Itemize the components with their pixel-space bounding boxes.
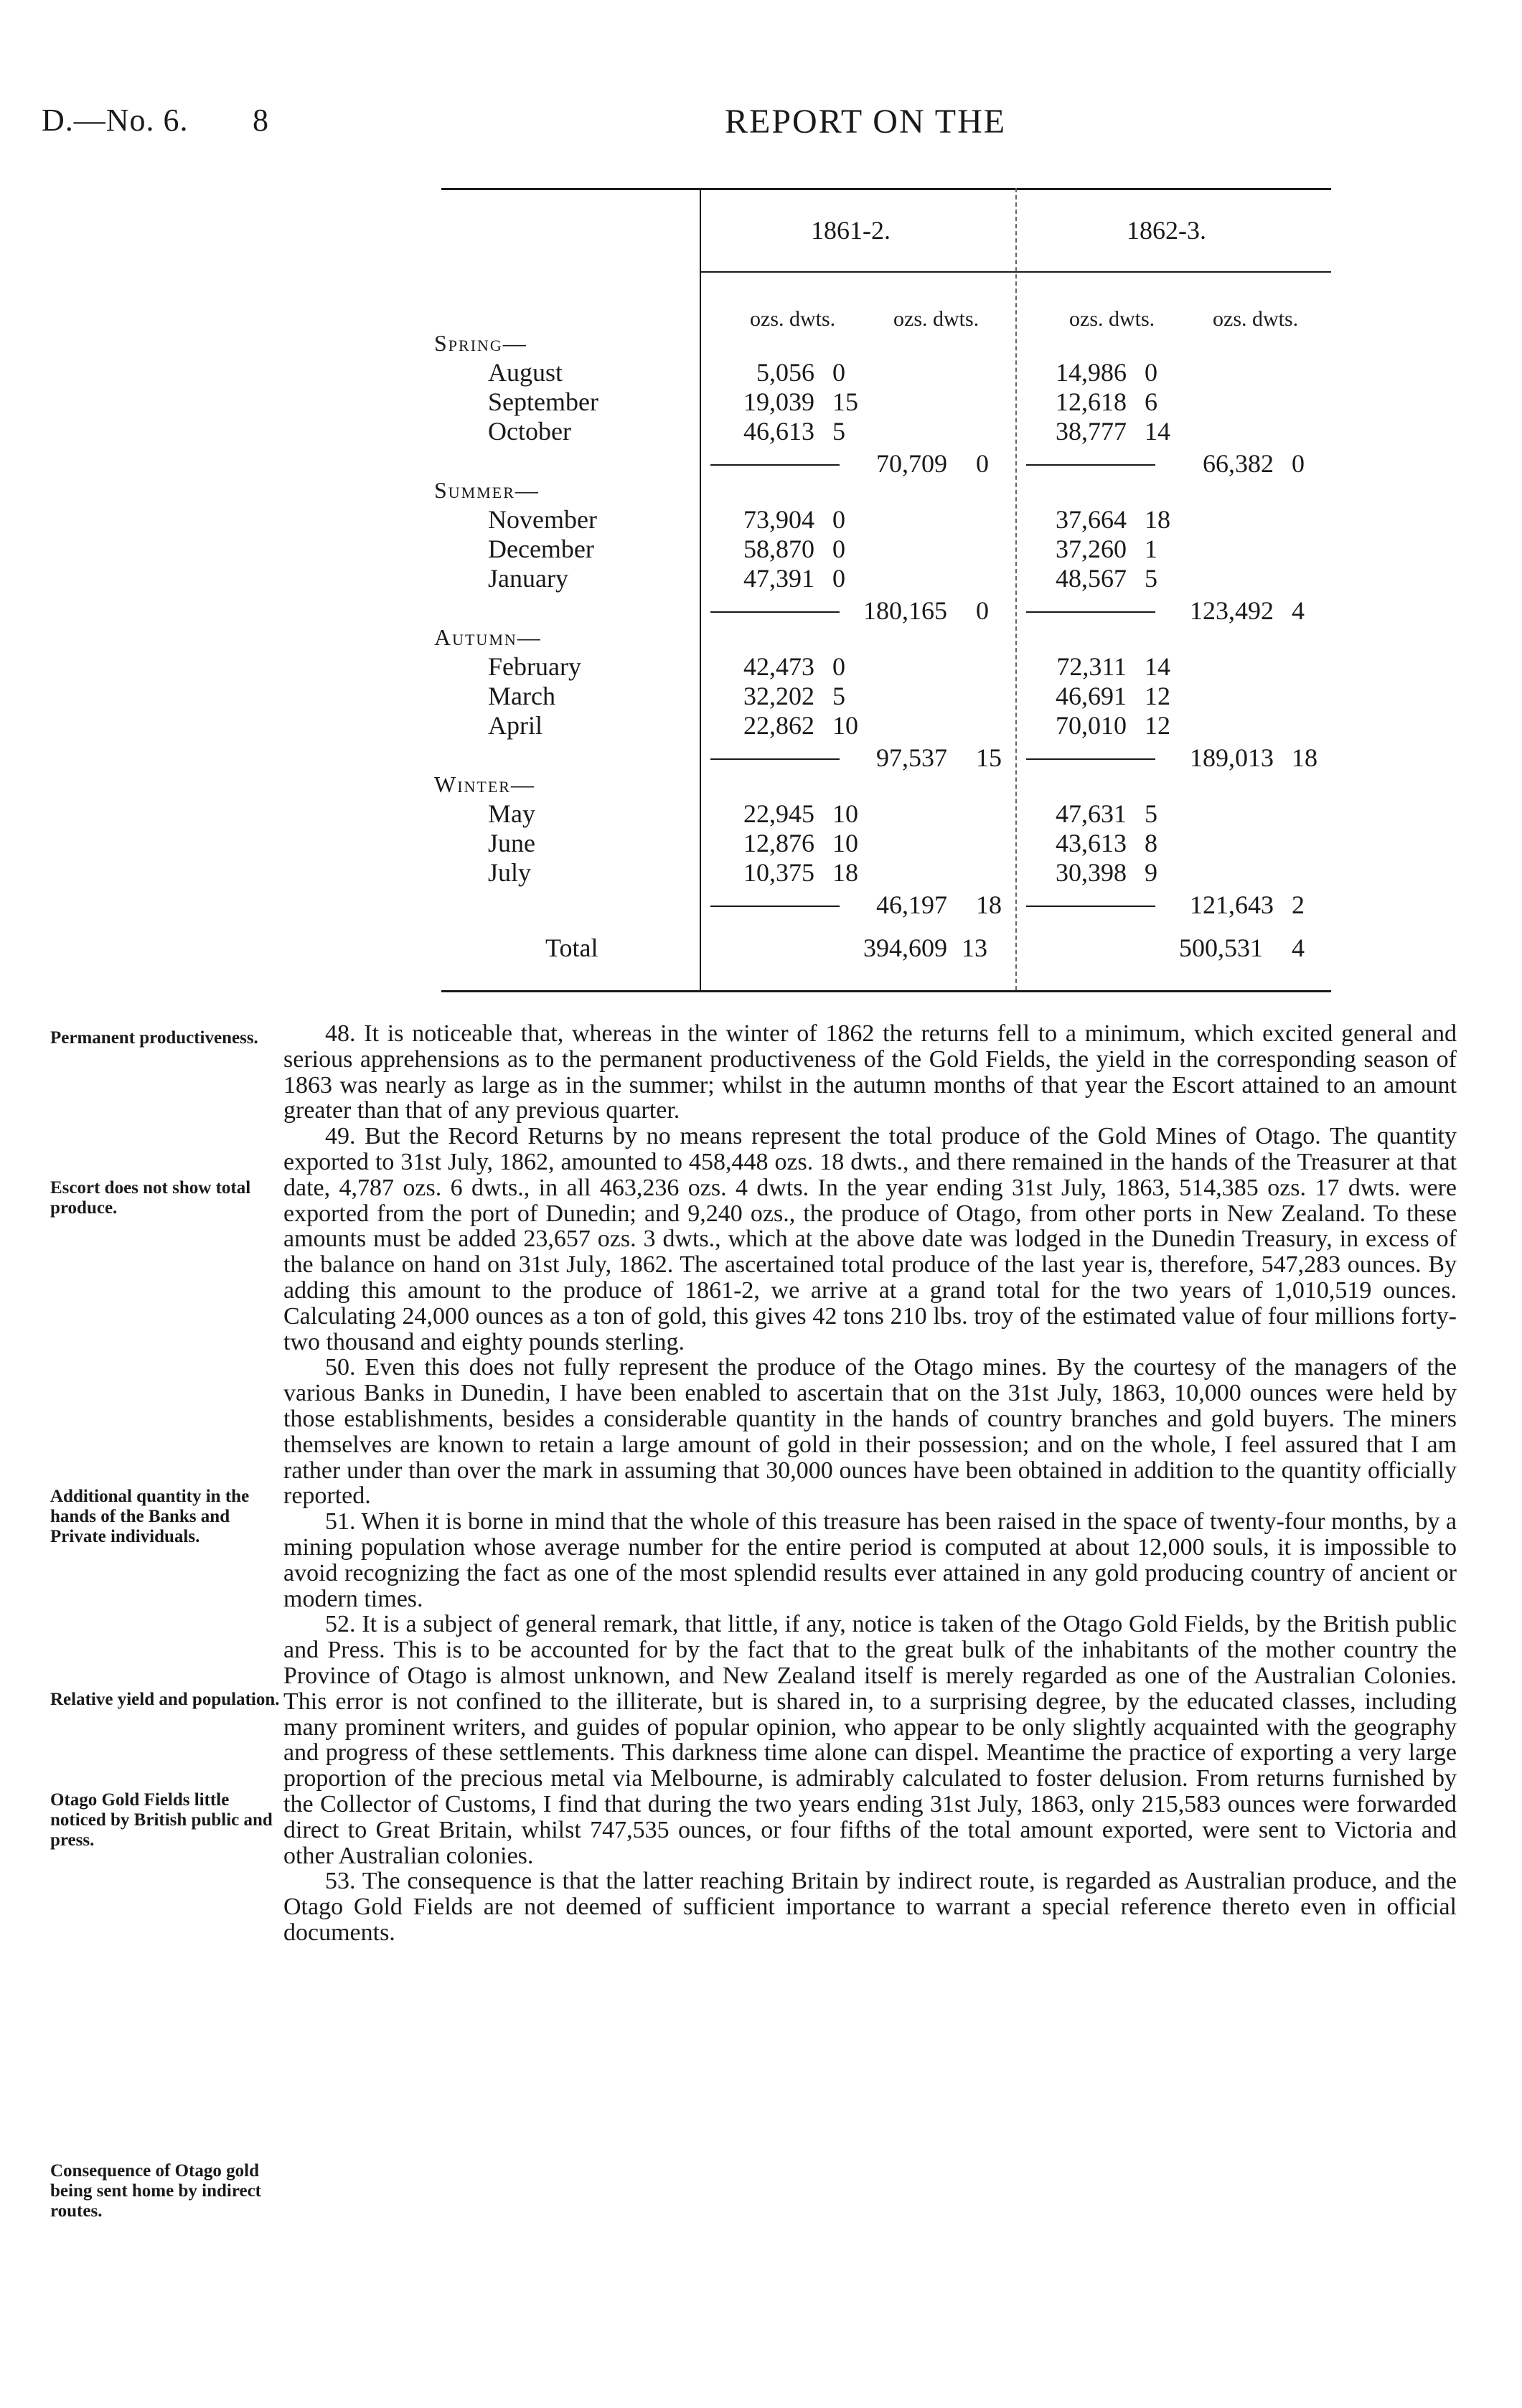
subtotal-rule — [1026, 464, 1155, 466]
margin-note: Otago Gold Fields little noticed by British public and press. — [50, 1790, 273, 1850]
grand-total-1862-3-dwts: 4 — [1292, 933, 1305, 962]
value-1861-2-ozs: 10,375 — [743, 858, 814, 887]
value-1861-2-dwts: 0 — [832, 535, 845, 563]
season-total-1861-2-dwts: 18 — [976, 890, 1002, 919]
margin-note: Consequence of Otago gold being sent home by indirect routes. — [50, 2161, 261, 2221]
paragraph-53: 53. The consequence is that the latter reaching Britain by indirect route, is regarded as Australian produce, and the Otago Gold Fields are not deemed of sufficient importance to warrant a special reference thereto even in official documents. — [283, 1868, 1457, 1946]
season-total-1861-2: 97,537 — [876, 743, 947, 772]
season-total-1862-3: 121,643 — [1190, 890, 1274, 919]
season-label: Spring— — [434, 330, 527, 356]
season-total-1862-3-dwts: 0 — [1292, 449, 1305, 478]
table-bottom-rule — [441, 990, 1331, 992]
subtotal-rule — [710, 758, 840, 760]
value-1862-3-ozs: 48,567 — [1056, 564, 1127, 593]
month-label: October — [488, 417, 571, 446]
value-1862-3-dwts: 12 — [1145, 682, 1170, 710]
season-total-1862-3: 123,492 — [1190, 596, 1274, 625]
gold-escort-table — [0, 0, 1522, 1005]
value-1861-2-dwts: 10 — [832, 829, 858, 857]
grand-total-1862-3: 500,531 — [1179, 933, 1263, 962]
margin-note: Additional quantity in the hands of the Banks and Private individuals. — [50, 1487, 250, 1546]
column-header-1861-2: 1861-2. — [811, 216, 891, 245]
season-label: Summer— — [434, 477, 540, 503]
subtotal-rule — [1026, 611, 1155, 613]
body-text — [283, 1021, 1457, 1946]
document-code: D.—No. 6. — [42, 103, 189, 138]
season-total-1862-3-dwts: 2 — [1292, 890, 1305, 919]
table-top-rule — [441, 188, 1331, 190]
month-label: June — [488, 829, 535, 857]
season-total-1861-2-dwts: 15 — [976, 743, 1002, 772]
value-1862-3-ozs: 12,618 — [1056, 387, 1127, 416]
value-1862-3-ozs: 46,691 — [1056, 682, 1127, 710]
total-label: Total — [545, 933, 598, 962]
season-total-1862-3-dwts: 18 — [1292, 743, 1317, 772]
value-1862-3-ozs: 38,777 — [1056, 417, 1127, 446]
subtotal-rule — [1026, 758, 1155, 760]
value-1861-2-dwts: 0 — [832, 652, 845, 681]
paragraph-48: 48. It is noticeable that, whereas in the winter of 1862 the returns fell to a minimum, which excited general and serious apprehensions as to the permanent productiveness of the Gold Fields, the yield in the corresponding season of 1863 was nearly as large as in the summer; whilst in the autumn months of that year the Escort attained to an amount greater than that of any previous quarter. — [283, 1020, 1457, 1124]
margin-note: Permanent productiveness. — [50, 1028, 258, 1048]
month-label: September — [488, 387, 598, 416]
paragraph-52: 52. It is a subject of general remark, that little, if any, notice is taken of the Otago Gold Fields, by the British public and Press. This is to be accounted for by the fact that to the great bulk of the inhabitants of the mother country the Province of Otago is almost unknown, and New Zealand itself is merely regarded as one of the Australian Colonies. This error is not confined to the illiterate, but is shared in, to a surprising degree, by the educated classes, including many prominent writers, and guides of popular opinion, who appear to be only slightly acquainted with the geography and progress of these settlements. This darkness time alone can dispel. Meantime the practice of exporting a very large proportion of the precious metal via Melbourne, is admirably calculated to foster delusion. From returns furnished by the Collector of Customs, I find that during the two years ending 31st July, 1863, only 215,583 ounces were forwarded direct to Great Britain, whilst 747,535 ounces, or four fifths of the total amount exported, were sent to Victoria and other Australian colonies. — [283, 1611, 1457, 1869]
value-1861-2-ozs: 73,904 — [743, 505, 814, 534]
month-label: January — [488, 564, 568, 593]
value-1861-2-dwts: 10 — [832, 711, 858, 740]
value-1862-3-dwts: 14 — [1145, 652, 1170, 681]
season-total-1861-2: 70,709 — [876, 449, 947, 478]
units-label: ozs. dwts. — [750, 307, 836, 331]
column-header-1862-3: 1862-3. — [1127, 216, 1206, 245]
value-1862-3-ozs: 47,631 — [1056, 799, 1127, 828]
value-1862-3-dwts: 1 — [1145, 535, 1157, 563]
value-1862-3-dwts: 12 — [1145, 711, 1170, 740]
table-divider-left — [700, 188, 701, 990]
value-1861-2-ozs: 22,945 — [743, 799, 814, 828]
subtotal-rule — [710, 906, 840, 907]
month-label: July — [488, 858, 532, 887]
margin-note: Relative yield and population. — [50, 1690, 280, 1709]
value-1862-3-ozs: 14,986 — [1056, 358, 1127, 387]
month-label: April — [488, 711, 542, 740]
value-1862-3-dwts: 5 — [1145, 799, 1157, 828]
value-1861-2-ozs: 32,202 — [743, 682, 814, 710]
month-label: March — [488, 682, 555, 710]
season-total-1861-2: 46,197 — [876, 890, 947, 919]
value-1861-2-dwts: 10 — [832, 799, 858, 828]
value-1862-3-ozs: 70,010 — [1056, 711, 1127, 740]
value-1861-2-dwts: 5 — [832, 682, 845, 710]
subtotal-rule — [710, 611, 840, 613]
value-1861-2-dwts: 15 — [832, 387, 858, 416]
value-1861-2-ozs: 42,473 — [743, 652, 814, 681]
season-total-1862-3: 66,382 — [1203, 449, 1274, 478]
value-1862-3-dwts: 8 — [1145, 829, 1157, 857]
units-label: ozs. dwts. — [1069, 307, 1155, 331]
month-label: December — [488, 535, 594, 563]
value-1861-2-dwts: 5 — [832, 417, 845, 446]
season-label: Winter— — [434, 771, 535, 797]
season-total-1861-2-dwts: 0 — [976, 449, 989, 478]
month-label: August — [488, 358, 563, 387]
month-label: November — [488, 505, 597, 534]
value-1862-3-dwts: 6 — [1145, 387, 1157, 416]
month-label: February — [488, 652, 581, 681]
value-1862-3-dwts: 14 — [1145, 417, 1170, 446]
value-1862-3-dwts: 5 — [1145, 564, 1157, 593]
value-1862-3-dwts: 0 — [1145, 358, 1157, 387]
value-1861-2-dwts: 0 — [832, 564, 845, 593]
season-total-1862-3: 189,013 — [1190, 743, 1274, 772]
value-1861-2-ozs: 19,039 — [743, 387, 814, 416]
units-label: ozs. dwts. — [1213, 307, 1299, 331]
value-1861-2-ozs: 47,391 — [743, 564, 814, 593]
value-1861-2-ozs: 12,876 — [743, 829, 814, 857]
subtotal-rule — [1026, 906, 1155, 907]
value-1861-2-ozs: 22,862 — [743, 711, 814, 740]
paragraph-51: 51. When it is borne in mind that the whole of this treasure has been raised in the space of twenty-four months, by a mining population whose average number for the entire period is computed at about 12,000 souls, it is impossible to avoid recognizing the fact as one of the most splendid results ever attained in any gold producing country of ancient or modern times. — [283, 1508, 1457, 1612]
margin-note: Escort does not show total produce. — [50, 1178, 251, 1218]
value-1862-3-dwts: 9 — [1145, 858, 1157, 887]
units-label: ozs. dwts. — [893, 307, 980, 331]
value-1861-2-dwts: 18 — [832, 858, 858, 887]
value-1862-3-ozs: 72,311 — [1056, 652, 1127, 681]
page-number: 8 — [253, 103, 268, 138]
value-1862-3-ozs: 37,664 — [1056, 505, 1127, 534]
season-total-1861-2: 180,165 — [863, 596, 947, 625]
grand-total-1861-2: 394,609 — [863, 933, 947, 962]
value-1862-3-ozs: 37,260 — [1056, 535, 1127, 563]
value-1861-2-dwts: 0 — [832, 505, 845, 534]
value-1861-2-ozs: 46,613 — [743, 417, 814, 446]
season-total-1861-2-dwts: 0 — [976, 596, 989, 625]
season-total-1862-3-dwts: 4 — [1292, 596, 1305, 625]
running-title: REPORT ON THE — [725, 103, 1007, 141]
value-1862-3-ozs: 30,398 — [1056, 858, 1127, 887]
value-1862-3-dwts: 18 — [1145, 505, 1170, 534]
table-divider-middle — [1015, 188, 1017, 990]
value-1861-2-ozs: 5,056 — [756, 358, 814, 387]
value-1861-2-ozs: 58,870 — [743, 535, 814, 563]
value-1861-2-dwts: 0 — [832, 358, 845, 387]
paragraph-49: 49. But the Record Returns by no means represent the total produce of the Gold Mines of Otago. The quantity exported to 31st July, 1862, amounted to 458,448 ozs. 18 dwts., and there remained in the hands of the Treasurer at that date, 4,787 ozs. 6 dwts., in all 463,236 ozs. 4 dwts. In the year ending 31st July, 1863, 514,385 ozs. 17 dwts. were exported from the port of Dunedin; and 9,240 ozs., the produce of Otago, from other ports in New Zealand. To these amounts must be added 23,657 ozs. 3 dwts., which at the above date was lodged in the Dunedin Treasury, in excess of the balance on hand on 31st July, 1862. The ascertained total produce of the last year is, therefore, 547,283 ounces. By adding this amount to the produce of 1861-2, we arrive at a grand total for the two years of 1,010,519 ounces. Calculating 24,000 ounces as a ton of gold, this gives 42 tons 210 lbs. troy of the estimated value of four millions forty-two thousand and eighty pounds sterling. — [283, 1123, 1457, 1355]
grand-total-1861-2-dwts: 13 — [962, 933, 987, 962]
paragraph-50: 50. Even this does not fully represent the produce of the Otago mines. By the courtesy of the managers of the various Banks in Dunedin, I have been enabled to ascertain that on the 31st July, 1863, 10,000 ounces were held by those establishments, besides a considerable quantity in the hands of country branches and gold buyers. The miners themselves are known to retain a large amount of gold in their possession; and on the whole, I feel assured that I am rather under than over the mark in assuming that 30,000 ounces have been obtained in addition to the quantity officially reported. — [283, 1354, 1457, 1510]
season-label: Autumn— — [434, 624, 542, 650]
month-label: May — [488, 799, 535, 828]
subtotal-rule — [710, 464, 840, 466]
value-1862-3-ozs: 43,613 — [1056, 829, 1127, 857]
